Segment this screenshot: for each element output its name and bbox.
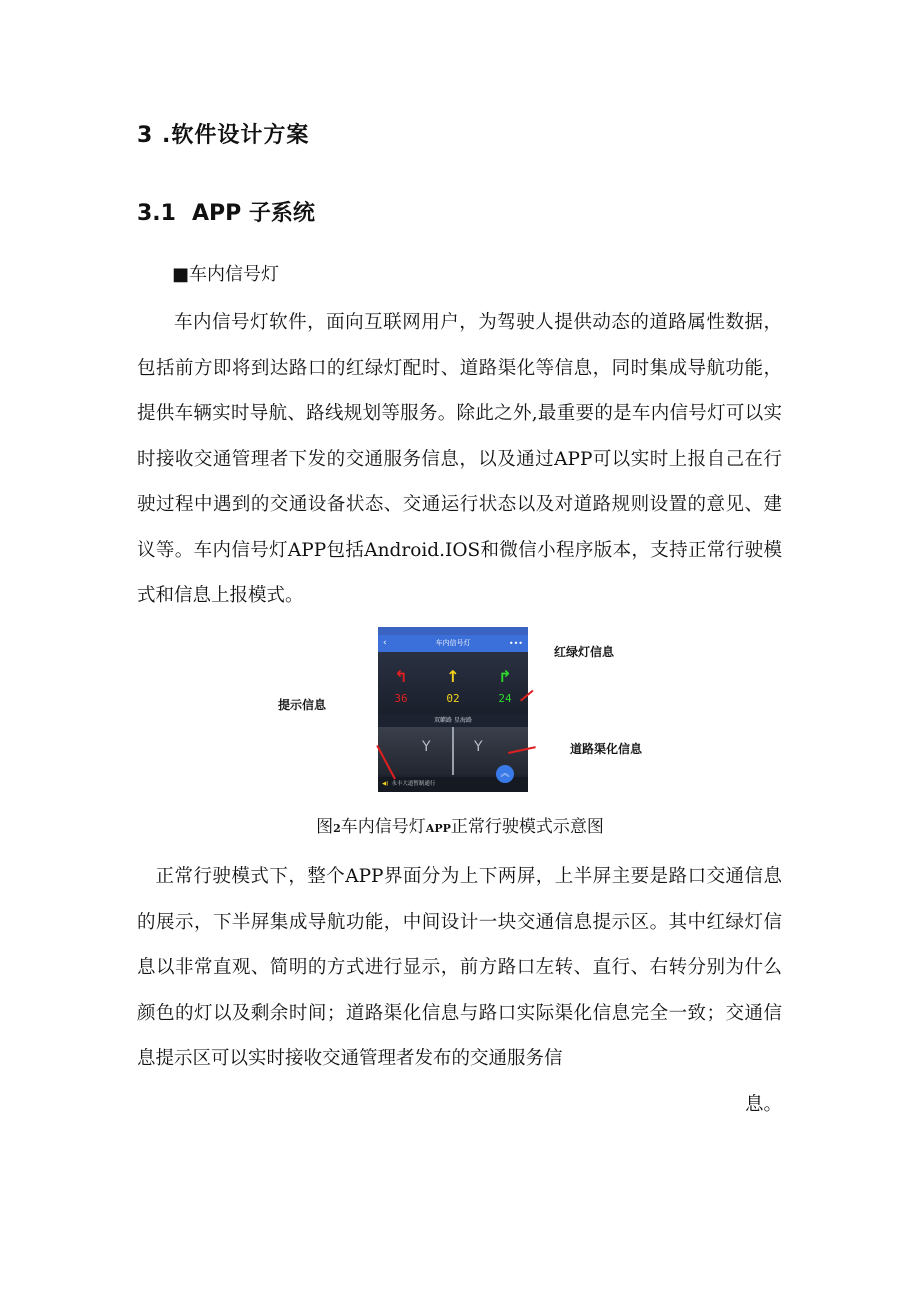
caption-middle: 车内信号灯 [340, 817, 426, 837]
lane-divider [452, 727, 454, 775]
paragraph-body: 正常行驶模式下，整个APP界面分为上下两屏，上半屏主要是路口交通信息的展示，下半屏集成导航功能，中间设计一块交通信息提示区。其中红绿灯信息以非常直观、简明的方式进行显示，前方路口左转、直行、右转分别为什么颜色的灯以及剩余时间；道路渠化信息与路口实际渠化信息完全一致；交通信息提示区可以实时接收交通管理者发布的交通服务信 [137, 866, 782, 1069]
speaker-icon: ◀) [382, 781, 389, 787]
expand-up-icon: ︽ [496, 765, 514, 783]
subsection-heading [137, 196, 315, 227]
right-countdown: 24 [498, 692, 512, 705]
paragraph-tail: 息。 [744, 1093, 782, 1115]
notice-text: 永丰大道暂制通行 [391, 781, 436, 787]
caption-prefix: 图 [316, 817, 334, 837]
paragraph-intro: 车内信号灯软件，面向互联网用户，为驾驶人提供动态的道路属性数据，包括前方即将到达路口的红绿灯配时、道路渠化等信息，同时集成导航功能，提供车辆实时导航、路线规划等服务。除此之外,最重要的是车内信号灯可以实时接收交通管理者下发的交通服务信息，以及通过APP可以实时上报自己在行驶过程中遇到的交通设备状态、交通运行状态以及对道路规则设置的意见、建议等。车内信号灯APP包括Android.IOS和微信小程序版本，支持正常行驶模式和信息上报模式。 [137, 312, 782, 606]
section-heading: 3 .软件设计方案 [137, 123, 310, 148]
status-bar [378, 627, 528, 635]
lane-arrow-icon: Y [474, 739, 483, 755]
label-traffic-light: 红绿灯信息 [554, 645, 615, 659]
app-screenshot [378, 627, 528, 792]
app-title: 车内信号灯 [435, 639, 471, 647]
app-navbar [378, 635, 528, 652]
street-name: 双麒路 星海路 [434, 717, 472, 724]
subsection-title: APP 子系统 [191, 201, 315, 226]
traffic-light-panel [378, 652, 528, 714]
left-countdown: 36 [394, 692, 408, 705]
caption-suffix: 正常行驶模式示意图 [450, 817, 604, 837]
paragraph-normal-mode [137, 854, 782, 1127]
straight-arrow-icon: ↑ [446, 667, 460, 686]
bullet-item: ■车内信号灯 [172, 264, 280, 285]
label-prompt: 提示信息 [278, 698, 327, 712]
caption-number: 2 [333, 822, 341, 835]
caption-app: APP [425, 822, 451, 835]
lane-arrow-icon: Y [422, 739, 431, 755]
right-turn-arrow-icon: ↱ [498, 667, 512, 686]
subsection-number: 3.1 [137, 201, 176, 226]
more-icon: ••• [508, 639, 523, 648]
back-icon: ‹ [383, 638, 387, 648]
left-turn-arrow-icon: ↰ [394, 667, 408, 686]
straight-countdown: 02 [446, 692, 460, 705]
figure-caption [0, 812, 920, 837]
label-channelization: 道路渠化信息 [570, 742, 643, 756]
